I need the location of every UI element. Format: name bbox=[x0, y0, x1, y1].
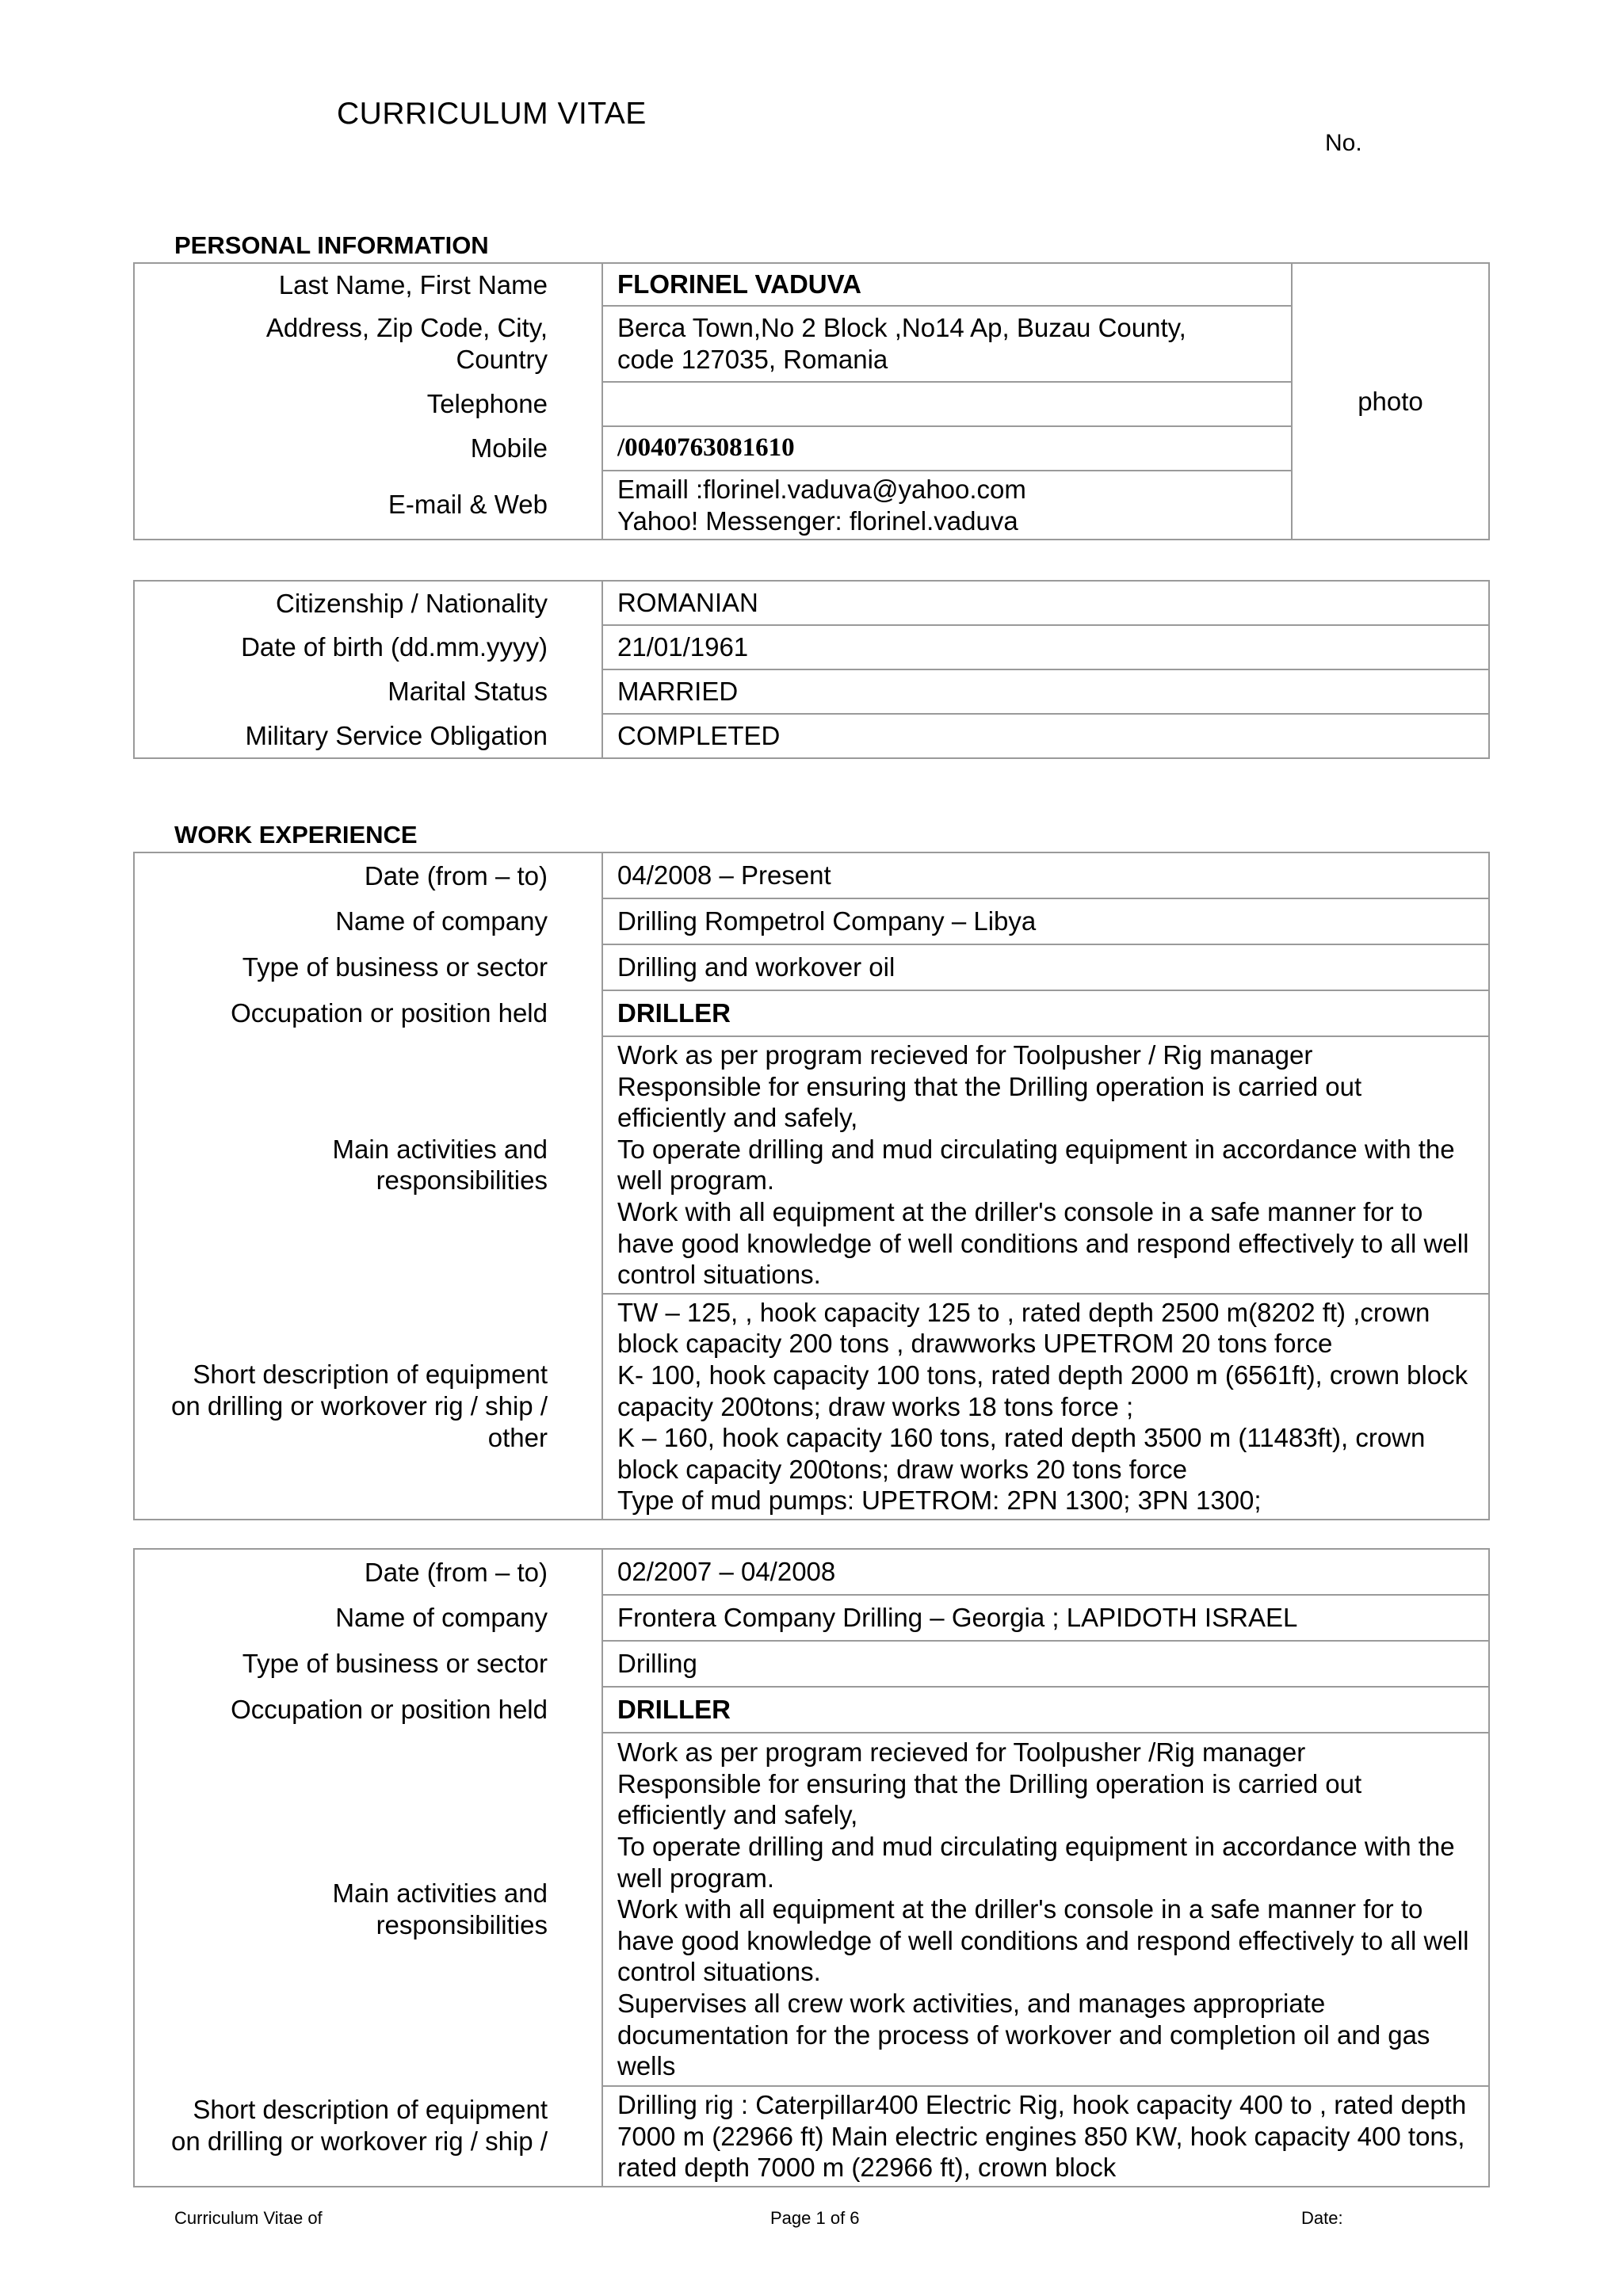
job1-position: DRILLER bbox=[602, 990, 1489, 1036]
label-marital-status: Marital Status bbox=[134, 669, 602, 714]
document-title: CURRICULUM VITAE bbox=[337, 97, 647, 131]
label-name: Last Name, First Name bbox=[134, 263, 602, 306]
job1-position-label: Occupation or position held bbox=[134, 990, 602, 1036]
label-military-service: Military Service Obligation bbox=[134, 714, 602, 758]
job2-position-label: Occupation or position held bbox=[134, 1687, 602, 1733]
job2-activities-label: Main activities and responsibilities bbox=[134, 1733, 602, 2086]
job2-sector: Drilling bbox=[602, 1641, 1489, 1687]
label-mobile: Mobile bbox=[134, 426, 602, 471]
job1-equipment-label: Short description of equipment on drilling or workover rig / ship / other bbox=[134, 1294, 602, 1520]
label-address: Address, Zip Code, City, Country bbox=[134, 306, 602, 382]
section-heading-work: WORK EXPERIENCE bbox=[174, 821, 418, 849]
job2-company: Frontera Company Drilling – Georgia ; LAPIDOTH ISRAEL bbox=[602, 1595, 1489, 1641]
job2-company-label: Name of company bbox=[134, 1595, 602, 1641]
job2-activities: Work as per program recieved for Toolpusher /Rig manager Responsible for ensuring that the Drilling operation is carried out efficiently and safely, To operate drilling and mud circulating equipment in accordance with the well program. Work with all equipment at the driller's console in a safe manner for to have good knowledge of well conditions and respond effectively to all well control situations. Supervises all crew work activities, and manages appropriate documentation for the process of workover and completion oil and gas wells bbox=[602, 1733, 1489, 2086]
job-table-2 bbox=[133, 1548, 1490, 2187]
job1-date: 04/2008 – Present bbox=[602, 852, 1489, 898]
photo-placeholder: photo bbox=[1292, 263, 1489, 540]
civil-info-table bbox=[133, 580, 1490, 759]
job1-date-label: Date (from – to) bbox=[134, 852, 602, 898]
job2-sector-label: Type of business or sector bbox=[134, 1641, 602, 1687]
job-table-1 bbox=[133, 852, 1490, 1520]
job1-sector-label: Type of business or sector bbox=[134, 944, 602, 990]
footer-cv-of: Curriculum Vitae of bbox=[174, 2208, 323, 2228]
value-military-service: COMPLETED bbox=[602, 714, 1489, 758]
section-heading-personal: PERSONAL INFORMATION bbox=[174, 231, 489, 259]
job1-activities-label: Main activities and responsibilities bbox=[134, 1036, 602, 1294]
job1-company: Drilling Rompetrol Company – Libya bbox=[602, 898, 1489, 944]
value-marital-status: MARRIED bbox=[602, 669, 1489, 714]
job2-equipment-label: Short description of equipment on drilling or workover rig / ship / bbox=[134, 2086, 602, 2187]
job2-date-label: Date (from – to) bbox=[134, 1549, 602, 1595]
job2-position: DRILLER bbox=[602, 1687, 1489, 1733]
job2-equipment: Drilling rig : Caterpillar400 Electric Rig, hook capacity 400 to , rated depth 7000 m (22966 ft) Main electric engines 850 KW, hook capacity 400 tons, rated depth 7000 m (22966 ft), crown block bbox=[602, 2086, 1489, 2187]
job1-company-label: Name of company bbox=[134, 898, 602, 944]
value-birth-date: 21/01/1961 bbox=[602, 625, 1489, 669]
value-address: Berca Town,No 2 Block ,No14 Ap, Buzau County, code 127035, Romania bbox=[602, 306, 1292, 382]
job2-date: 02/2007 – 04/2008 bbox=[602, 1549, 1489, 1595]
job1-equipment: TW – 125, , hook capacity 125 to , rated depth 2500 m(8202 ft) ,crown block capacity 200 tons , drawworks UPETROM 20 tons force K- 100, hook capacity 100 tons, rated depth 2000 m (6561ft), crown block capacity 200tons; draw works 18 tons force ; K – 160, hook capacity 160 tons, rated depth 3500 m (11483ft), crown block capacity 200tons; draw works 20 tons force Type of mud pumps: UPETROM: 2PN 1300; 3PN 1300; bbox=[602, 1294, 1489, 1520]
value-name: FLORINEL VADUVA bbox=[602, 263, 1292, 306]
label-birth-date: Date of birth (dd.mm.yyyy) bbox=[134, 625, 602, 669]
document-number-label: No. bbox=[1325, 130, 1362, 156]
label-telephone: Telephone bbox=[134, 382, 602, 426]
value-mobile: /0040763081610 bbox=[602, 426, 1292, 471]
value-email: Emaill :florinel.vaduva@yahoo.com Yahoo! Messenger: florinel.vaduva bbox=[602, 471, 1292, 540]
job1-activities: Work as per program recieved for Toolpusher / Rig manager Responsible for ensuring that the Drilling operation is carried out efficiently and safely, To operate drilling and mud circulating equipment in accordance with the well program. Work with all equipment at the driller's console in a safe manner for to have good knowledge of well conditions and respond effectively to all well control situations. bbox=[602, 1036, 1489, 1294]
job1-sector: Drilling and workover oil bbox=[602, 944, 1489, 990]
footer-page-number: Page 1 of 6 bbox=[770, 2208, 860, 2228]
label-email: E-mail & Web bbox=[134, 471, 602, 540]
label-citizenship: Citizenship / Nationality bbox=[134, 581, 602, 625]
value-citizenship: ROMANIAN bbox=[602, 581, 1489, 625]
footer-date: Date: bbox=[1301, 2208, 1343, 2228]
personal-info-table bbox=[133, 262, 1490, 540]
value-telephone bbox=[602, 382, 1292, 426]
